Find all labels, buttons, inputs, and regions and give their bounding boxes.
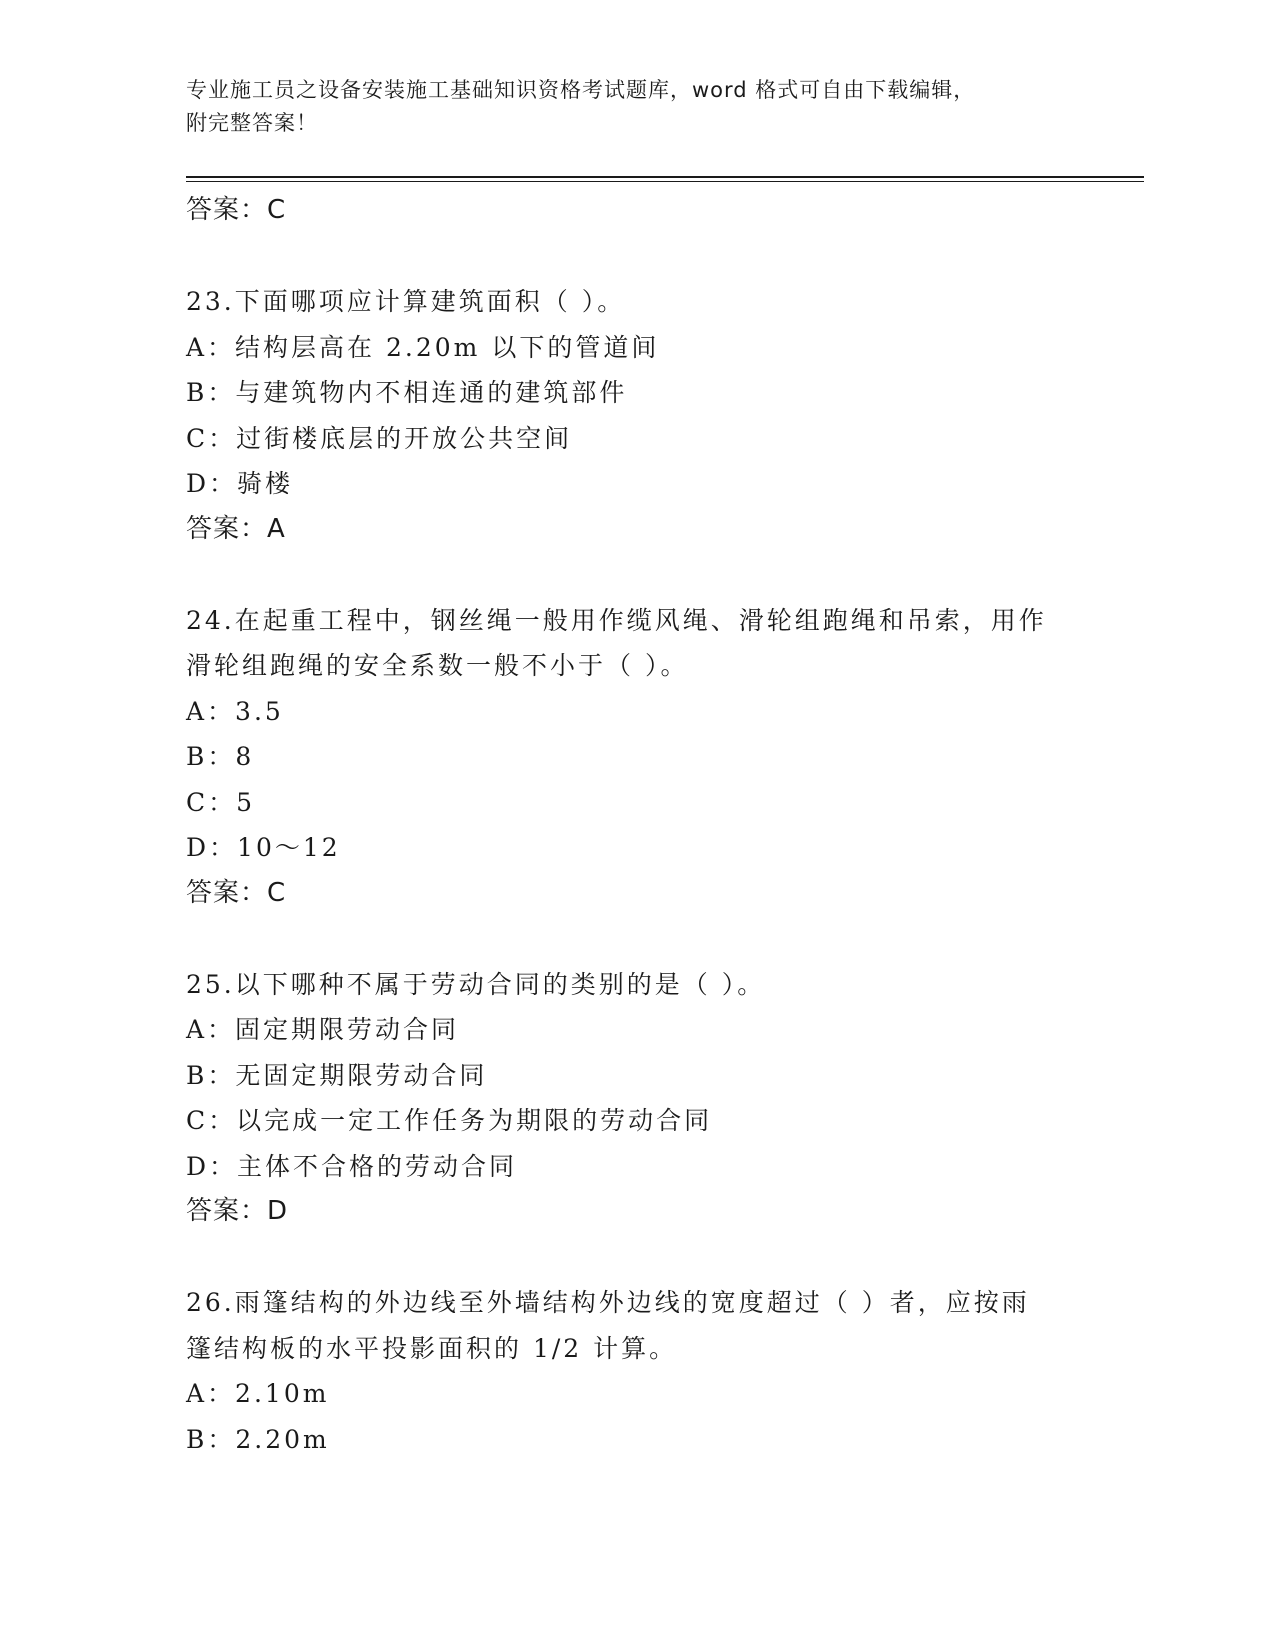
spacer <box>186 916 1086 962</box>
spacer <box>186 552 1086 598</box>
option-a: A：2.10m <box>186 1379 330 1408</box>
question-stem: 25.以下哪种不属于劳动合同的类别的是（ ）。 <box>186 969 766 999</box>
answer-line: 答案：D <box>186 1196 289 1226</box>
option-d: D：主体不合格的劳动合同 <box>186 1151 518 1181</box>
option-b: B：无固定期限劳动合同 <box>186 1060 488 1090</box>
question-stem: 26.雨篷结构的外边线至外墙结构外边线的宽度超过（ ）者，应按雨 <box>186 1288 1030 1317</box>
option-d: D：骑楼 <box>186 469 294 498</box>
question-stem: 23.下面哪项应计算建筑面积（ ）。 <box>186 287 626 316</box>
page-header <box>186 74 1066 140</box>
spacer <box>186 1235 1086 1281</box>
header-line-1: 专业施工员之设备安装施工基础知识资格考试题库，word 格式可自由下载编辑， <box>186 78 976 102</box>
option-d: D：10～12 <box>186 833 341 862</box>
question-block <box>186 962 1086 1235</box>
question-block <box>186 598 1086 917</box>
answer-line: 答案：C <box>186 195 287 225</box>
question-block <box>186 279 1086 552</box>
option-b: B：8 <box>186 742 255 771</box>
option-c: C：以完成一定工作任务为期限的劳动合同 <box>186 1106 713 1135</box>
option-c: C：过街楼底层的开放公共空间 <box>186 423 573 453</box>
header-rule-thick <box>186 176 1144 178</box>
answer-line: 答案：C <box>186 877 287 908</box>
option-b: B：2.20m <box>186 1424 330 1454</box>
question-block <box>186 1280 1086 1462</box>
answer-line: 答案：A <box>186 513 286 544</box>
option-a: A：固定期限劳动合同 <box>186 1015 460 1044</box>
header-line-2: 附完整答案！ <box>186 111 318 135</box>
option-a: A：3.5 <box>186 696 284 726</box>
header-rule-thin <box>186 181 1144 182</box>
spacer <box>186 234 1086 280</box>
option-a: A：结构层高在 2.20m 以下的管道间 <box>186 332 660 362</box>
question-stem: 24.在起重工程中，钢丝绳一般用作缆风绳、滑轮组跑绳和吊索，用作 <box>186 605 1047 635</box>
option-c: C：5 <box>186 787 256 817</box>
option-b: B：与建筑物内不相连通的建筑部件 <box>186 378 628 407</box>
question-stem-continued: 篷结构板的水平投影面积的 1/2 计算。 <box>186 1333 678 1363</box>
document-body <box>186 188 1086 1462</box>
question-stem-continued: 滑轮组跑绳的安全系数一般不小于（ ）。 <box>186 651 689 680</box>
